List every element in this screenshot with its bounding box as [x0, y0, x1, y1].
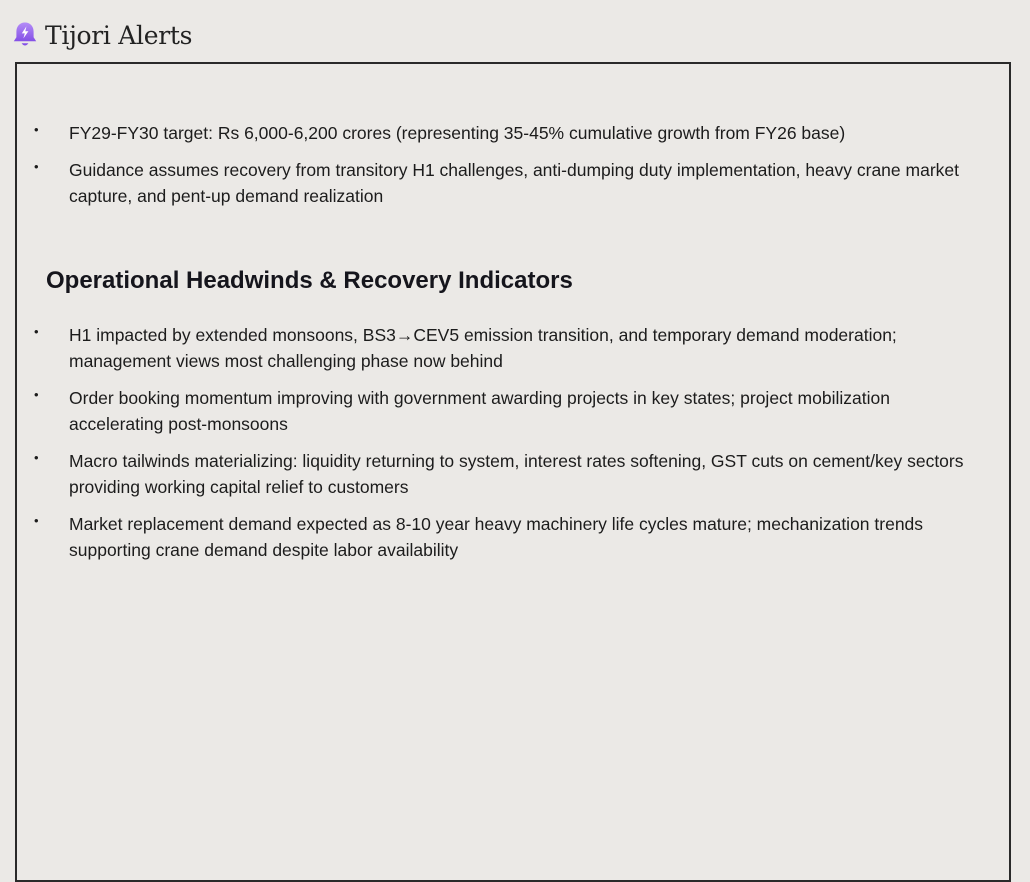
list-item: [17, 448, 1007, 500]
section-heading: Operational Headwinds & Recovery Indicators: [46, 267, 573, 294]
content-panel: [15, 62, 1011, 882]
list-item: [17, 157, 1007, 209]
bullet-dot: •: [34, 450, 39, 465]
list-item: [17, 511, 1007, 563]
bell-bolt-icon: [12, 20, 38, 50]
list-item-text: Guidance assumes recovery from transitory H1 challenges, anti-dumping duty implementation, heavy crane market capture, and pent-up demand realization: [69, 160, 959, 206]
list-item: [17, 120, 1007, 146]
bullet-dot: •: [34, 387, 39, 402]
list-item: [17, 385, 1007, 437]
target-bullet-list: [17, 120, 1007, 220]
headwinds-bullet-list: [17, 322, 1007, 574]
list-item-text: H1 impacted by extended monsoons, BS3→CEV5 emission transition, and temporary demand moderation; management views most challenging phase now behind: [69, 325, 897, 371]
list-item-text: Order booking momentum improving with government awarding projects in key states; project mobilization accelerating post-monsoons: [69, 388, 890, 434]
list-item-text: Market replacement demand expected as 8-10 year heavy machinery life cycles mature; mechanization trends supporting crane demand despite labor availability: [69, 514, 924, 560]
bullet-dot: •: [34, 159, 39, 174]
list-item: [17, 322, 1007, 374]
brand-name: Tijori Alerts: [45, 20, 193, 50]
list-item-text: FY29-FY30 target: Rs 6,000-6,200 crores (representing 35-45% cumulative growth from FY26 base): [69, 123, 846, 143]
bullet-dot: •: [34, 513, 39, 528]
list-item-text: Macro tailwinds materializing: liquidity returning to system, interest rates softening, GST cuts on cement/key sectors providing working capital relief to customers: [69, 451, 964, 497]
bullet-dot: •: [34, 122, 39, 137]
brand-header: [12, 18, 192, 52]
bullet-dot: •: [34, 324, 39, 339]
